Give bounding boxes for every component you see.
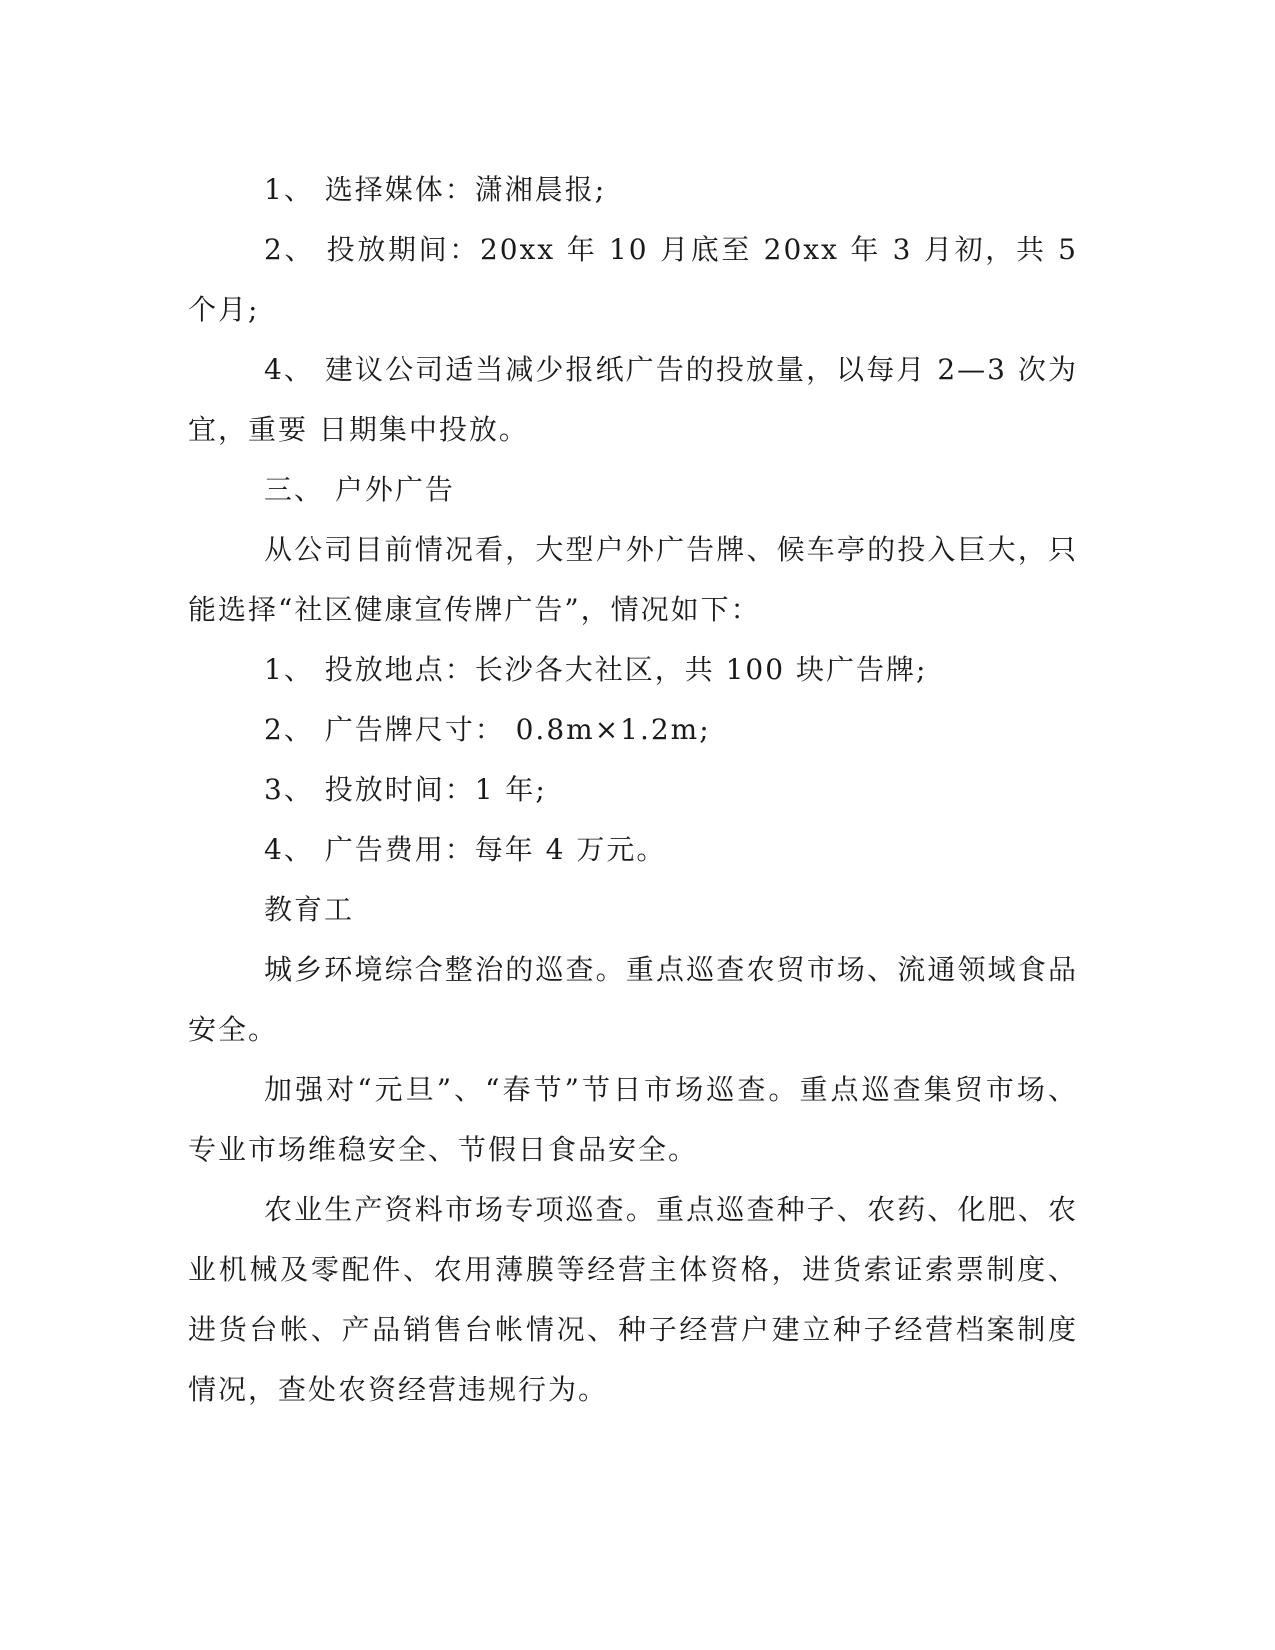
document-body [188,160,1078,1420]
newspaper-frequency-item: 4、 建议公司适当减少报纸广告的投放量，以每月 2—3 次为宜，重要 日期集中投放。 [188,353,1078,446]
placement-location-item: 1、 投放地点：长沙各大社区，共 100 块广告牌; [264,653,928,686]
placement-period-item: 2、 投放期间：20xx 年 10 月底至 20xx 年 3 月初，共 5 个月; [188,233,1078,326]
urban-rural-inspection-paragraph: 城乡环境综合整治的巡查。重点巡查农贸市场、流通领域食品安全。 [188,953,1078,1046]
ad-cost-item: 4、 广告费用：每年 4 万元。 [264,833,667,866]
billboard-size-item: 2、 广告牌尺寸： 0.8m×1.2m; [264,713,711,746]
education-heading: 教育工 [264,893,355,926]
outdoor-ads-heading: 三、 户外广告 [264,473,455,506]
placement-time-item: 3、 投放时间：1 年; [264,773,547,806]
agricultural-inspection-paragraph: 农业生产资料市场专项巡查。重点巡查种子、农药、化肥、农业机械及零配件、农用薄膜等经营主体资格，进货索证索票制度、进货台帐、产品销售台帐情况、种子经营户建立种子经营档案制度情况，查处农资经营违规行为。 [188,1193,1078,1406]
media-choice-item: 1、 选择媒体：潇湘晨报; [264,173,607,206]
holiday-inspection-paragraph: 加强对“元旦”、“春节”节日市场巡查。重点巡查集贸市场、专业市场维稳安全、节假日食品安全。 [188,1073,1078,1166]
outdoor-ads-intro: 从公司目前情况看，大型户外广告牌、候车亭的投入巨大，只能选择“社区健康宣传牌广告”，情况如下： [188,533,1078,626]
